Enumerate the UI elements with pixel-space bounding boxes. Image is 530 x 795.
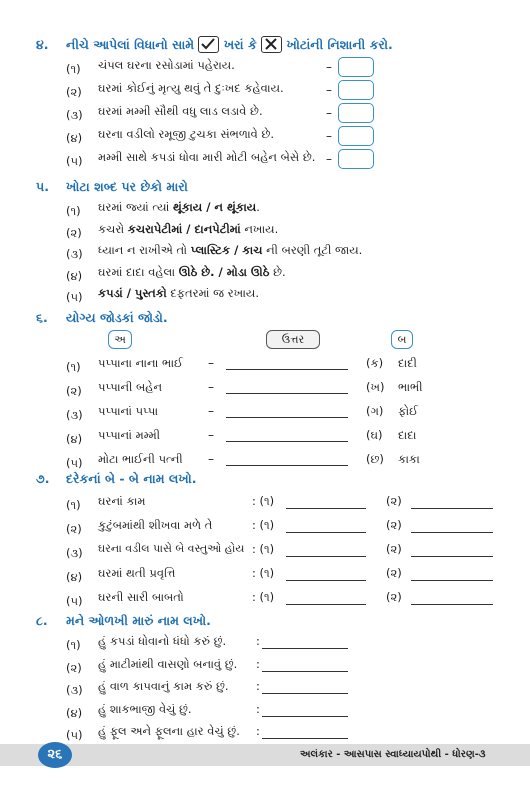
left-item: પપ્પાની બહેન [98, 380, 163, 394]
item-number: (૪) [66, 432, 83, 446]
item-text-post: . [256, 200, 260, 214]
section-7-number: ૭. [36, 471, 50, 486]
column-a-label: અ [108, 330, 132, 349]
dash: – [326, 83, 332, 97]
colon: : [256, 724, 260, 738]
section-5-list [66, 200, 466, 308]
list-item [66, 243, 466, 265]
item-number: (૪) [66, 705, 83, 720]
answer-box[interactable] [338, 126, 374, 146]
answer-1-line[interactable] [286, 532, 366, 533]
answer-box[interactable] [338, 80, 374, 100]
item-text [98, 200, 260, 215]
item-text-post: છે. [269, 264, 286, 279]
section-6-title: યોગ્ય જોડકાં જોડો. [66, 310, 168, 325]
item-number: (૨) [66, 225, 82, 240]
answer-line[interactable] [262, 716, 348, 717]
answer-column-label: ઉત્તર [266, 330, 320, 349]
section-8-title: મને ઓળખી મારું નામ લખો. [66, 613, 211, 628]
answer-line[interactable] [262, 671, 348, 672]
matching-row [66, 380, 506, 404]
item-choice[interactable]: ઊઠે છે. / મોડા ઊઠે [178, 264, 270, 279]
list-item [66, 200, 466, 222]
item-number: (૧) [66, 498, 81, 512]
answer-2-line[interactable] [411, 604, 493, 605]
list-item [66, 657, 506, 680]
item-number: (૨) [66, 522, 82, 536]
page-number: ૨૬ [38, 742, 72, 768]
item-number: (૫) [66, 456, 83, 470]
item-number: (૩) [66, 247, 83, 261]
list-item [66, 679, 506, 702]
list-item [66, 518, 506, 542]
section-4-title-pre: નીચે આપેલાં વિધાનો સામે [66, 37, 195, 52]
right-item-letter: (ગ) [366, 404, 384, 418]
list-item [66, 634, 506, 657]
matching-row [66, 428, 506, 452]
item-choice[interactable]: કપડાં / પુસ્તકો [98, 286, 167, 300]
answer-1-label: : (૧) [252, 494, 275, 508]
left-item: પપ્પાનાં મમ્મી [98, 428, 161, 442]
answer-line[interactable] [262, 738, 348, 739]
footer-book-title: અલંકાર - આસપાસ સ્વાધ્યાયપોથી - ધોરણ-૩ [300, 749, 486, 760]
answer-2-label: (૨) [386, 518, 402, 532]
answer-line[interactable] [226, 417, 348, 418]
right-item: ભાભી [398, 380, 423, 394]
item-number: (૫) [66, 290, 83, 304]
dash: – [208, 452, 214, 466]
list-item [66, 222, 466, 244]
right-item-letter: (ક) [366, 356, 384, 370]
answer-1-line[interactable] [286, 508, 366, 509]
item-text: ચંપલ ઘરના રસોડામાં પહેરાય. [98, 58, 235, 72]
item-text-pre: ઘરમાં જ્યાં ત્યાં [98, 200, 174, 214]
answer-1-label: : (૧) [252, 518, 275, 532]
item-text: ઘરના વડીલ પાસે બે વસ્તુઓ હોય [98, 542, 245, 555]
item-text: હું કપડાં ધોવાનો ધંધો કરું છું. [98, 634, 227, 648]
list-item [66, 542, 506, 566]
item-text [98, 222, 278, 237]
item-text: ઘરની સારી બાબતો [98, 590, 184, 604]
item-number: (૩) [66, 546, 83, 560]
answer-line[interactable] [262, 648, 348, 649]
item-number: (૪) [66, 268, 83, 283]
item-number: (૨) [66, 85, 82, 99]
item-number: (૧) [66, 204, 81, 218]
list-item [66, 566, 506, 590]
dash: – [326, 60, 332, 74]
dash: – [208, 428, 214, 442]
section-8-number: ૮. [36, 613, 48, 628]
item-text: ઘરમાં થતી પ્રવૃત્તિ [98, 566, 176, 580]
colon: : [256, 701, 260, 716]
item-text-pre: કચરો [98, 221, 128, 236]
item-text: ઘરમાં મમ્મી સૌથી વધુ લાડ લડાવે છે. [98, 104, 263, 118]
answer-box[interactable] [338, 103, 374, 123]
answer-line[interactable] [226, 465, 348, 466]
item-text [98, 265, 286, 280]
list-item [66, 702, 506, 725]
left-item: મોટા ભાઈની પત્ની [98, 452, 183, 466]
item-number: (૫) [66, 728, 83, 742]
section-5-title: ખોટા શબ્દ પર છેકો મારો [66, 179, 188, 194]
dash: – [208, 380, 214, 394]
dash: – [208, 404, 214, 418]
column-b-label: બ [391, 330, 413, 349]
answer-2-label: (૨) [386, 590, 402, 604]
item-number: (૩) [66, 108, 83, 122]
item-text-pre: ધ્યાન ન રાખીએ તો [98, 243, 191, 257]
item-text-post: ની બરણી તૂટી જાય. [262, 243, 363, 257]
right-item: કાકા [398, 452, 420, 466]
answer-box[interactable] [338, 149, 374, 169]
answer-box[interactable] [338, 57, 374, 77]
section-5-number: ૫. [36, 179, 49, 194]
answer-2-line[interactable] [411, 508, 493, 509]
right-item: દાદી [398, 356, 417, 370]
colon: : [256, 656, 260, 671]
item-text: હું ફૂલ અને ફૂલના હાર વેચું છું. [98, 724, 240, 738]
dash: – [326, 106, 332, 120]
item-text: મમ્મી સાથે કપડાં ધોવા મારી મોટી બહેન બેસે છે. [98, 150, 316, 164]
item-text-pre: ઘરમાં દાદા વહેલા [98, 264, 179, 279]
answer-line[interactable] [226, 393, 348, 394]
item-text-post: નખાય. [240, 221, 279, 236]
item-number: (૩) [66, 683, 83, 697]
item-number: (૨) [66, 660, 82, 675]
list-item [66, 590, 506, 614]
item-number: (૧) [66, 638, 81, 652]
answer-1-line[interactable] [286, 556, 366, 557]
answer-2-label: (૨) [386, 542, 402, 556]
list-item [66, 494, 506, 518]
answer-1-line[interactable] [286, 604, 366, 605]
dash: – [326, 152, 332, 166]
item-text: હું વાળ કાપવાનું કામ કરું છું. [98, 679, 229, 693]
item-number: (૧) [66, 62, 81, 76]
answer-line[interactable] [226, 441, 348, 442]
section-4-number: ૪. [36, 37, 49, 52]
answer-2-label: (૨) [386, 566, 402, 580]
section-6-number: ૬. [36, 310, 48, 325]
dash: – [208, 356, 214, 370]
item-number: (૪) [66, 570, 83, 584]
item-text: હું શાકભાજી વેચું છું. [98, 701, 192, 716]
answer-line[interactable] [226, 369, 348, 370]
matching-row [66, 356, 506, 380]
list-item [66, 265, 466, 287]
section-8-list [66, 634, 506, 747]
answer-line[interactable] [262, 693, 348, 694]
right-item: દાદા [398, 428, 417, 442]
list-item [66, 286, 466, 308]
colon: : [256, 634, 260, 648]
left-item: પપ્પાનાં પપ્પા [98, 404, 159, 418]
answer-2-line[interactable] [411, 580, 493, 581]
answer-1-label: : (૧) [252, 542, 275, 556]
item-text-post: દફતરમાં જ રખાય. [166, 286, 259, 300]
section-4-title-mid: ખરાં કે [223, 37, 257, 52]
matching-row [66, 404, 506, 428]
right-item-letter: (ખ) [366, 380, 385, 394]
right-item-letter: (ઘ) [366, 428, 383, 442]
answer-1-label: : (૧) [252, 590, 275, 604]
section-7-title: દરેકનાં બે - બે નામ લખો. [66, 471, 197, 486]
answer-2-label: (૨) [386, 494, 402, 508]
section-4-title [66, 37, 393, 54]
answer-1-line[interactable] [286, 580, 366, 581]
item-text: ઘરના વડીલો રમૂજી ટુચકા સંભળાવે છે. [98, 127, 274, 141]
item-text [98, 243, 362, 258]
item-number: (૪) [66, 131, 83, 145]
colon: : [256, 679, 260, 693]
answer-1-label: : (૧) [252, 566, 275, 580]
item-choice[interactable]: થૂંકાય / ન થૂંકાય [173, 200, 257, 214]
item-choice[interactable]: કચરાપેટીમાં / દાનપેટીમાં [127, 221, 241, 236]
matching-table [66, 356, 506, 476]
answer-2-line[interactable] [411, 556, 493, 557]
item-number: (૫) [66, 154, 83, 168]
answer-2-line[interactable] [411, 532, 493, 533]
item-number: (૧) [66, 360, 81, 374]
left-item: પપ્પાના નાના ભાઈ [98, 356, 183, 370]
item-text: હું માટીમાંથી વાસણો બનાવું છું. [98, 656, 238, 671]
item-text: ઘરનાં કામ [98, 494, 146, 508]
item-text: કુટુંબમાંથી શીખવા મળે તે [98, 518, 213, 532]
cross-icon [261, 36, 282, 53]
right-item-letter: (છ) [366, 452, 384, 466]
item-text [98, 286, 259, 301]
dash: – [326, 129, 332, 143]
section-4-title-post: ખોટાંની નિશાની કરો. [286, 37, 393, 52]
item-choice[interactable]: પ્લાસ્ટિક / કાચ [190, 243, 263, 257]
check-icon [198, 36, 219, 53]
item-number: (૩) [66, 408, 83, 422]
item-number: (૨) [66, 384, 82, 398]
item-number: (૫) [66, 594, 83, 608]
right-item: ફોઈ [398, 404, 418, 418]
section-7-list [66, 494, 506, 614]
item-text: ઘરમાં કોઈનું મૃત્યુ થવું તે દુઃખદ કહેવાય. [98, 81, 284, 95]
